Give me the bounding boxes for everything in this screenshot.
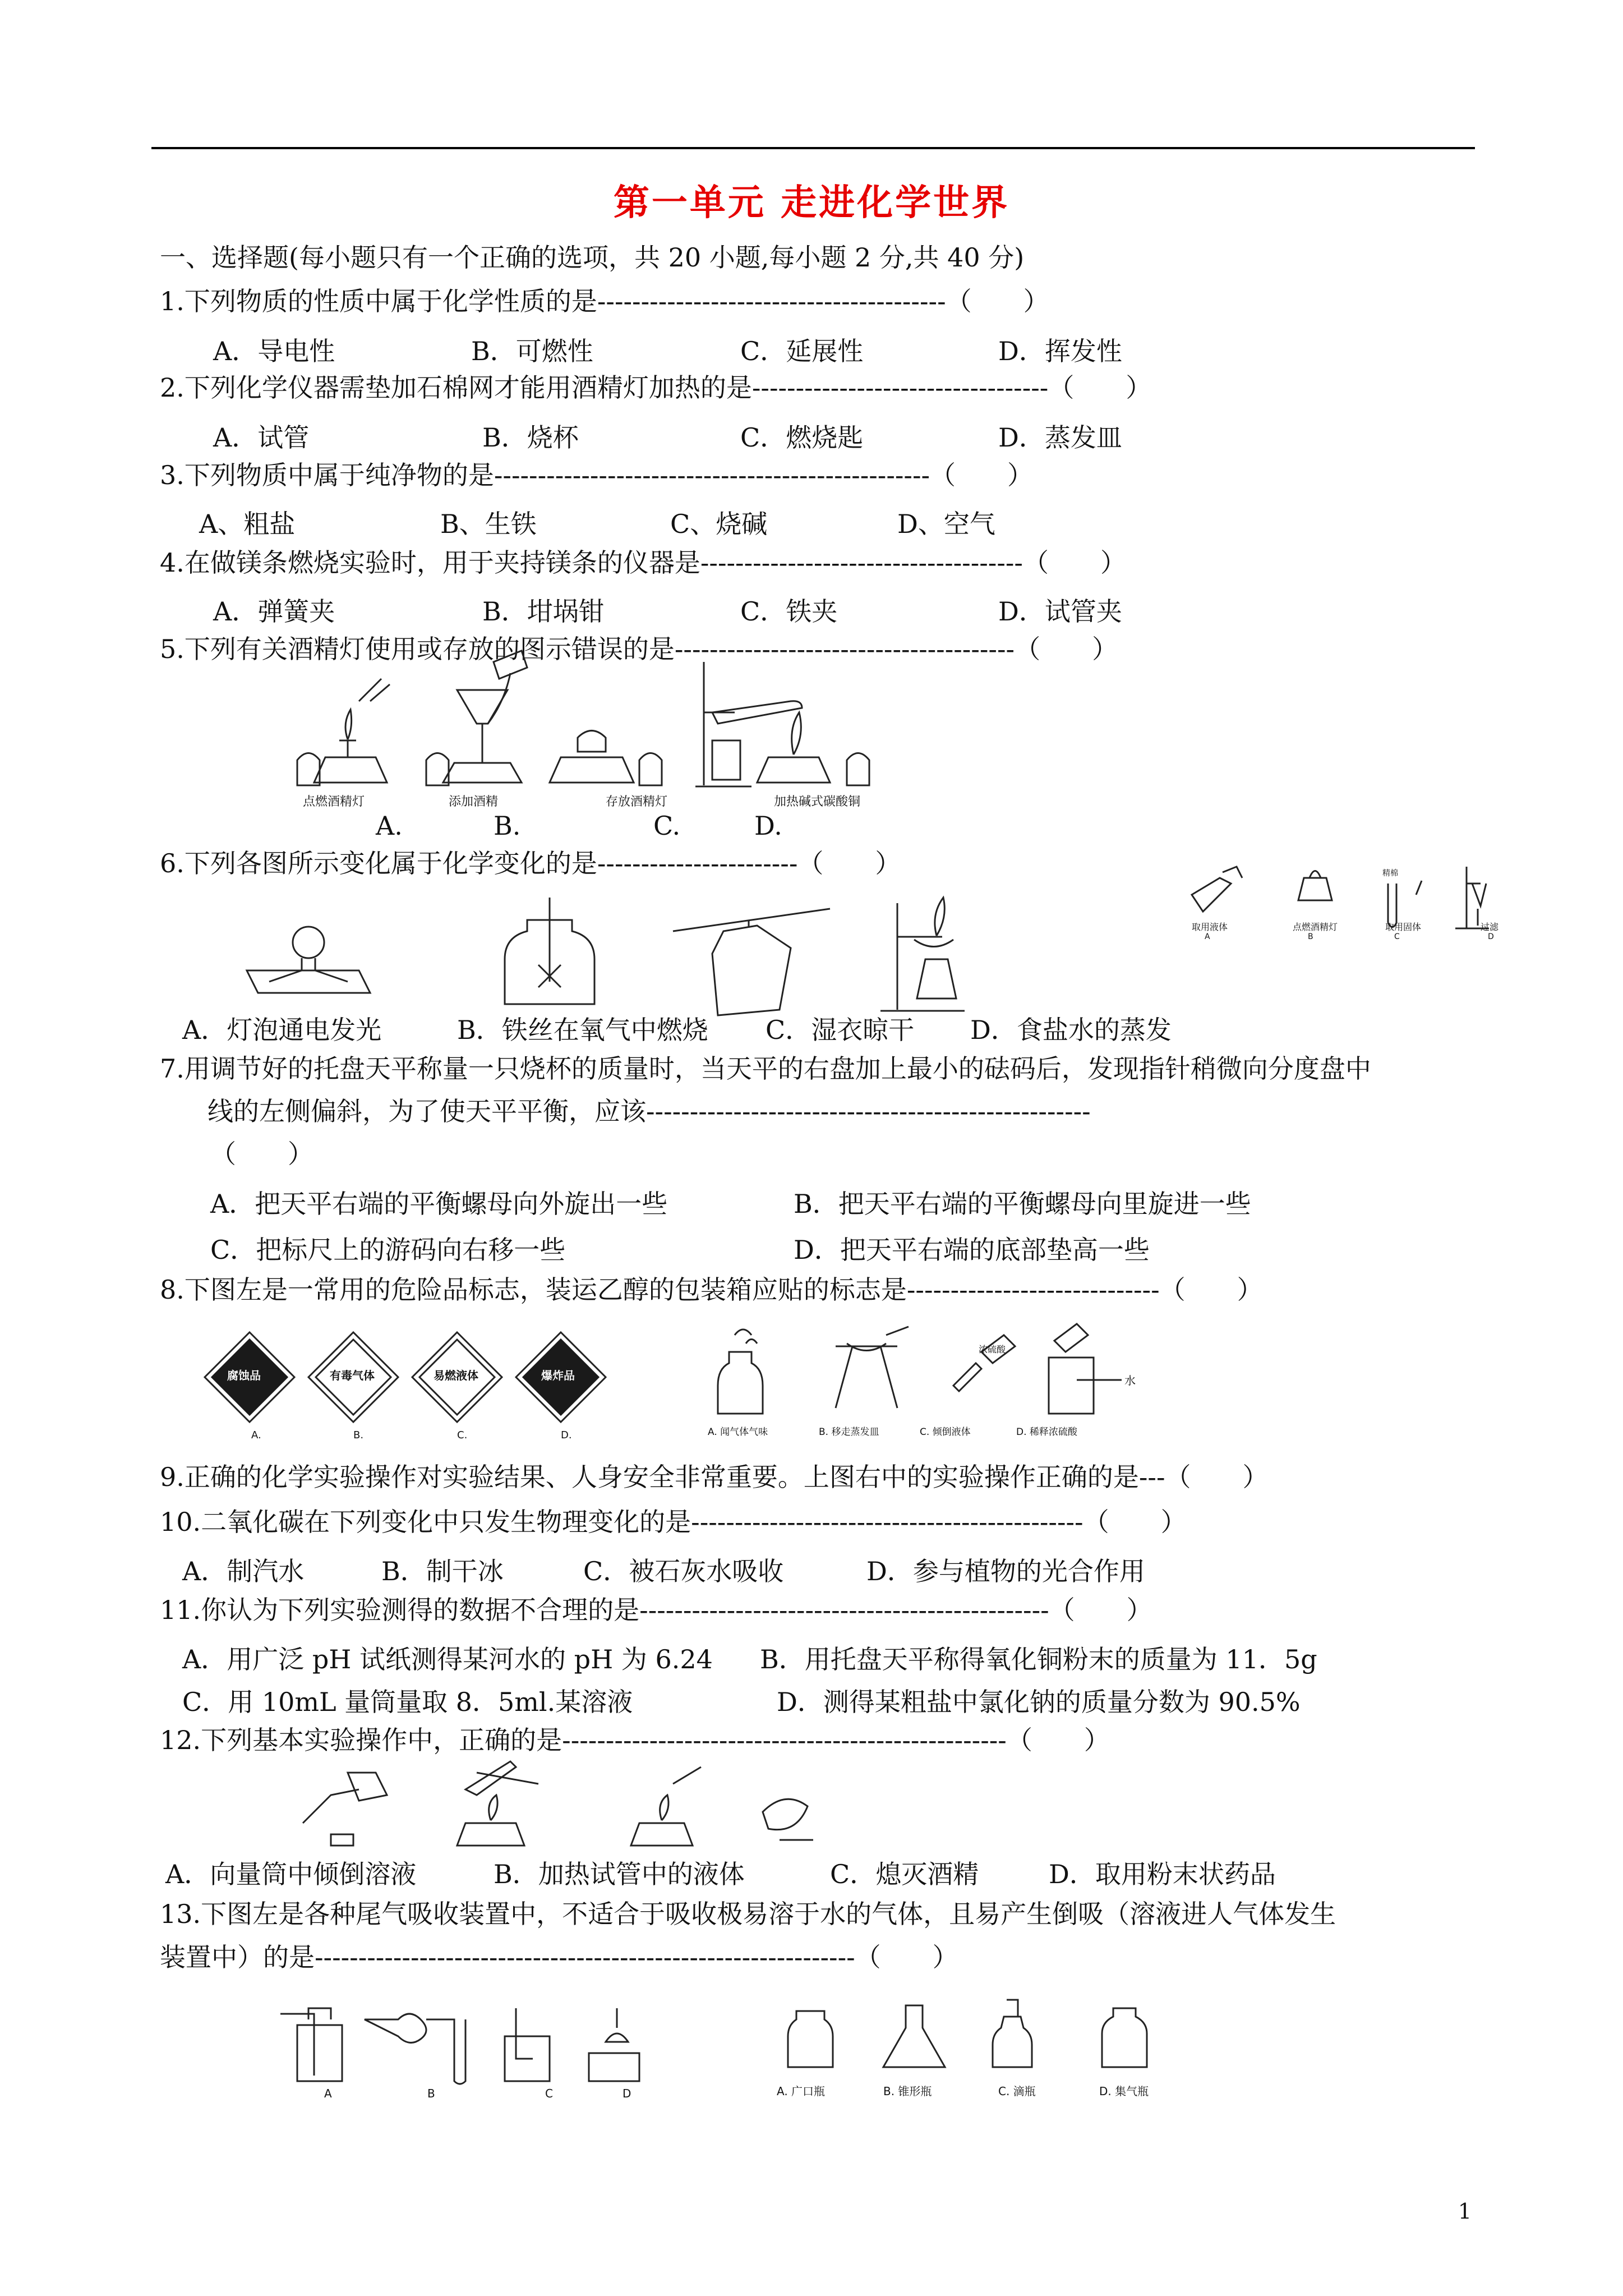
question-11-option-c[interactable]: C．用 10mL 量筒量取 8．5ml.某溶液 <box>182 1687 633 1717</box>
sign-label-toxic-gas: 有毒气体 <box>330 1369 375 1382</box>
light-bulb <box>293 927 324 958</box>
section-heading: 一、选择题(每小题只有一个正确的选项，共 20 小题,每小题 2 分,共 40 分) <box>160 242 1025 273</box>
lab-operations-figure <box>712 1313 1138 1419</box>
question-11-option-a[interactable]: A．用广泛 pH 试纸测得某河水的 pH 为 6.24 <box>182 1644 713 1674</box>
question-3-option-c[interactable]: C、烧碱 <box>670 509 768 539</box>
iron-stand <box>695 662 751 786</box>
q8-right-caption-d: D. 稀释浓硫酸 <box>1016 1427 1077 1438</box>
question-12-option-a[interactable]: A．向量筒中倾倒溶液 <box>165 1859 417 1889</box>
wide-mouth-bottle-icon <box>788 2011 833 2067</box>
absorb-device-c <box>505 2008 550 2081</box>
question-11-option-d[interactable]: D．测得某粗盐中氯化钠的质量分数为 90.5% <box>777 1687 1301 1717</box>
flame-a <box>345 710 352 739</box>
question-12-option-d[interactable]: D．取用粉末状药品 <box>1049 1859 1276 1889</box>
wet-shirt <box>712 926 791 1015</box>
dilute-acid-icon <box>1049 1324 1122 1414</box>
question-7-option-a[interactable]: A．把天平右端的平衡螺母向外旋出一些 <box>210 1189 668 1219</box>
bulb-board <box>247 970 370 993</box>
glassware-caption-d: D. 集气瓶 <box>1099 2085 1149 2098</box>
question-3-option-b[interactable]: B、生铁 <box>440 509 537 539</box>
question-2-option-c[interactable]: C．燃烧匙 <box>740 422 864 453</box>
page-title: 第一单元 走进化学世界 <box>613 182 1010 224</box>
question-5-caption-b: 添加酒精 <box>449 795 499 809</box>
question-10-stem: 10.二氧化碳在下列变化中只发生物理变化的是---------------------------------------------（ ） <box>160 1507 1187 1537</box>
alcohol-lamp-figure <box>286 639 892 802</box>
question-10-option-d[interactable]: D．参与植物的光合作用 <box>866 1556 1145 1586</box>
absorb-letter-b: B <box>427 2087 435 2100</box>
gas-bottle-icon <box>1102 2008 1147 2067</box>
sign-letter-a: A. <box>251 1429 261 1441</box>
sign-label-flammable-liquid: 易燃液体 <box>434 1369 478 1382</box>
move-dish-icon <box>836 1327 909 1408</box>
question-7-stem-line-3: （ ） <box>210 1139 313 1169</box>
gas-absorption-figure <box>269 1997 673 2087</box>
dropper-bottle-icon <box>993 2000 1032 2067</box>
question-12-option-b[interactable]: B．加热试管中的液体 <box>494 1859 745 1889</box>
question-7-option-b[interactable]: B．把天平右端的平衡螺母向里旋进一些 <box>794 1189 1251 1219</box>
question-6-side-tag: 精棉 <box>1382 869 1398 878</box>
sign-letter-c: C. <box>457 1429 468 1441</box>
question-5-option-d[interactable]: D. <box>754 811 782 841</box>
question-6-figure <box>236 886 1032 1015</box>
conical-flask-icon <box>883 2005 945 2067</box>
question-11-option-b[interactable]: B．用托盘天平称得氧化铜粉末的质量为 11．5g <box>760 1644 1317 1674</box>
evaporating-dish <box>914 940 953 947</box>
question-7-stem-line-2: 线的左侧偏斜，为了使天平平衡，应该--------------------------------------------------- <box>208 1096 1091 1126</box>
lamp-cap-a <box>297 753 320 786</box>
question-10-option-b[interactable]: B．制干冰 <box>381 1556 504 1586</box>
question-5-stem: 5.下列有关酒精灯使用或存放的图示错误的是---------------------------------------（ ） <box>160 634 1118 664</box>
question-2-option-b[interactable]: B．烧杯 <box>482 422 579 453</box>
question-5-caption-c: 存放酒精灯 <box>606 795 668 809</box>
question-6-side-letter-c: C <box>1394 932 1400 941</box>
pour-cylinder-icon <box>303 1773 387 1846</box>
absorb-device-d <box>589 2008 639 2081</box>
lamp-icon-side <box>1298 871 1332 901</box>
question-8-stem: 8.下图左是一常用的危险品标志，装运乙醇的包装箱应贴的标志是-----------------------------（ ） <box>160 1274 1263 1305</box>
question-13-stem-line-2: 装置中）的是--------------------------------------------------------------（ ） <box>160 1942 958 1972</box>
question-2-option-a[interactable]: A．试管 <box>213 422 310 453</box>
question-5-option-c[interactable]: C. <box>653 811 681 841</box>
evaporation-stand <box>880 903 965 1011</box>
q8-right-caption-c: C. 倾倒液体 <box>920 1427 971 1438</box>
question-6-stem: 6.下列各图所示变化属于化学变化的是-----------------------（ ） <box>160 848 901 878</box>
absorb-device-a <box>280 2008 342 2081</box>
question-5-option-b[interactable]: B. <box>494 811 521 841</box>
question-4-option-b[interactable]: B．坩埚钳 <box>482 596 605 627</box>
glassware-caption-a: A. 广口瓶 <box>777 2085 826 2098</box>
question-6-side-letter-d: D <box>1488 932 1494 941</box>
question-6-side-caption-a: 取用液体 <box>1192 922 1228 932</box>
sign-letter-d: D. <box>561 1429 572 1441</box>
pour-liquid-icon <box>1192 867 1242 912</box>
question-12-figure <box>280 1756 841 1851</box>
absorb-letter-d: D <box>623 2087 631 2100</box>
question-6-side-letter-a: A <box>1205 932 1210 941</box>
question-1-option-a[interactable]: A．导电性 <box>213 336 335 366</box>
glassware-caption-c: C. 滴瓶 <box>998 2085 1036 2098</box>
absorb-letter-a: A <box>324 2087 332 2100</box>
glassware-figure <box>785 1994 1189 2073</box>
absorb-letter-c: C <box>545 2087 553 2100</box>
question-2-option-d[interactable]: D．蒸发皿 <box>998 422 1122 453</box>
question-1-option-c[interactable]: C．延展性 <box>740 336 864 366</box>
question-1-stem: 1.下列物质的性质中属于化学性质的是----------------------------------------（ ） <box>160 286 1049 316</box>
q8-right-caption-b: B. 移走蒸发皿 <box>819 1427 879 1438</box>
question-4-option-d[interactable]: D．试管夹 <box>998 596 1122 627</box>
filter-icon-side <box>1455 867 1489 928</box>
question-6-option-c[interactable]: C．湿衣晾干 <box>766 1015 915 1045</box>
sign-letter-b: B. <box>353 1429 364 1441</box>
question-5-caption-a: 点燃酒精灯 <box>303 795 365 809</box>
question-10-option-a[interactable]: A．制汽水 <box>182 1556 305 1586</box>
question-7-option-c[interactable]: C．把标尺上的游码向右移一些 <box>210 1235 566 1265</box>
sign-label-explosive: 爆炸品 <box>541 1369 575 1382</box>
question-1-option-b[interactable]: B．可燃性 <box>471 336 593 366</box>
question-3-stem: 3.下列物质中属于纯净物的是--------------------------------------------------（ ） <box>160 460 1034 490</box>
absorb-device-b <box>365 2014 465 2084</box>
question-1-option-d[interactable]: D．挥发性 <box>998 336 1122 366</box>
question-6-option-b[interactable]: B．铁丝在氧气中燃烧 <box>457 1015 708 1045</box>
question-6-side-caption-b: 点燃酒精灯 <box>1293 922 1338 932</box>
powder-spoon-icon <box>763 1799 813 1840</box>
question-13-stem-line-1: 13.下图左是各种尾气吸收装置中，不适合于吸收极易溶于水的气体，且易产生倒吸（溶液进人气体发生 <box>160 1899 1336 1929</box>
glassware-caption-b: B. 锥形瓶 <box>883 2085 932 2098</box>
question-3-option-d[interactable]: D、空气 <box>897 509 995 539</box>
question-5-caption-d: 加热碱式碳酸铜 <box>774 795 861 809</box>
question-7-option-d[interactable]: D．把天平右端的底部垫高一些 <box>794 1235 1150 1265</box>
question-4-option-c[interactable]: C．铁夹 <box>740 596 838 627</box>
funnel <box>457 690 508 724</box>
question-11-stem: 11.你认为下列实验测得的数据不合理的是-----------------------------------------------（ ） <box>160 1595 1152 1625</box>
question-12-stem: 12.下列基本实验操作中，正确的是---------------------------------------------------（ ） <box>160 1725 1110 1755</box>
question-12-option-c[interactable]: C．熄灭酒精 <box>830 1859 979 1889</box>
page-number: 1 <box>1458 2199 1472 2224</box>
lamp-body-a <box>314 757 387 783</box>
question-2-stem: 2.下列化学仪器需垫加石棉网才能用酒精灯加热的是----------------------------------（ ） <box>160 372 1152 403</box>
question-4-option-a[interactable]: A．弹簧夹 <box>213 596 335 627</box>
question-6-side-caption-d: 过滤 <box>1481 922 1499 932</box>
question-6-side-caption-c: 取用固体 <box>1385 922 1422 932</box>
question-4-stem: 4.在做镁条燃烧实验时，用于夹持镁条的仪器是-------------------------------------（ ） <box>160 547 1126 578</box>
clothes-line <box>673 909 830 931</box>
header-rule <box>151 147 1475 149</box>
question-6-option-d[interactable]: D．食盐水的蒸发 <box>970 1015 1172 1045</box>
sign-label-corrosive: 腐蚀品 <box>227 1369 261 1382</box>
water-label: 水 <box>1124 1374 1136 1387</box>
extinguish-lamp-icon <box>631 1767 701 1846</box>
heat-tube-icon <box>457 1761 538 1846</box>
question-6-option-a[interactable]: A．灯泡通电发光 <box>182 1015 382 1045</box>
question-3-option-a[interactable]: A、粗盐 <box>199 509 296 539</box>
smell-gas-icon <box>718 1329 763 1414</box>
lamp-cap-c <box>578 731 606 752</box>
question-5-option-a[interactable]: A. <box>376 811 403 841</box>
question-10-option-c[interactable]: C．被石灰水吸收 <box>583 1556 784 1586</box>
q8-right-caption-a: A. 闻气体气味 <box>708 1427 768 1438</box>
acid-label: 浓硫酸 <box>979 1344 1006 1355</box>
question-7-stem-line-1: 7.用调节好的托盘天平称量一只烧杯的质量时，当天平的右盘加上最小的砝码后，发现指针稍微向分度盘中 <box>160 1053 1371 1084</box>
beaker-d <box>712 740 740 780</box>
question-9-stem: 9.正确的化学实验操作对实验结果、人身安全非常重要。上图右中的实验操作正确的是---（ ） <box>160 1462 1269 1492</box>
question-6-side-letter-b: B <box>1308 932 1313 941</box>
